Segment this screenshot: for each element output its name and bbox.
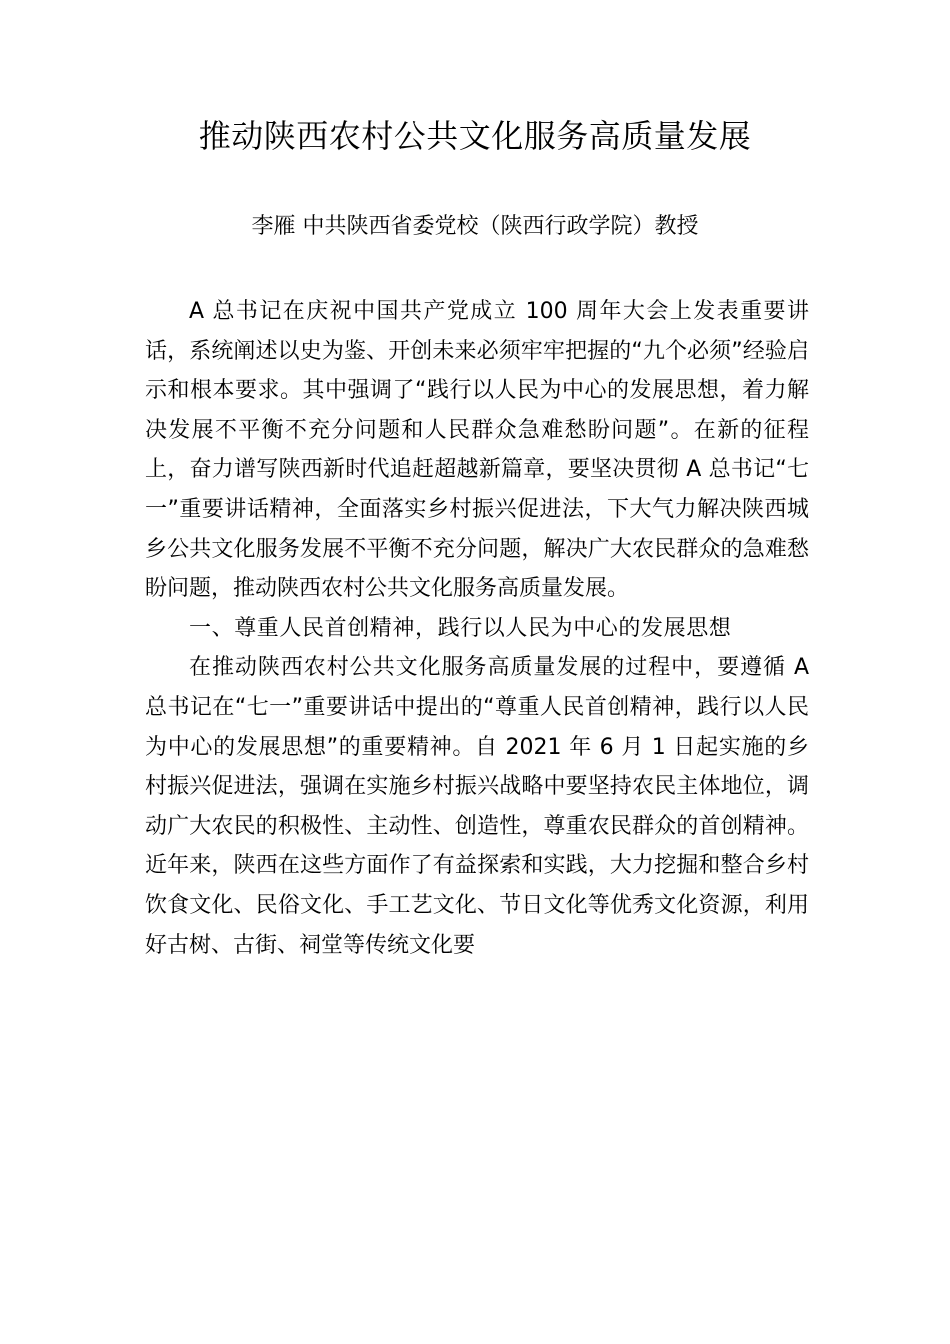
author-byline: 李雁 中共陕西省委党校（陕西行政学院）教授	[251, 214, 699, 239]
document-title: 推动陕西农村公共文化服务高质量发展	[198, 117, 752, 155]
paragraph-section-1: 在推动陕西农村公共文化服务高质量发展的过程中，要遵循 A 总书记在“七一”重要讲话中提出的“尊重人民首创精神，践行以人民为中心的发展思想”的重要精神。自 2021 年 6 月 1 日起实施的乡村振兴促进法，强调在实施乡村振兴战略中要坚持农民主体地位，调动广大农民的积极性、主动性、创造性，尊重农民群众的首创精神。近年来，陕西在这些方面作了有益探索和实践，大力挖掘和整合乡村饮食文化、民俗文化、手工艺文化、节日文化等优秀文化资源，利用好古树、古街、祠堂等传统文化要	[145, 655, 809, 958]
paragraph-intro: A 总书记在庆祝中国共产党成立 100 周年大会上发表重要讲话，系统阐述以史为鉴、开创未来必须牢牢把握的“九个必须”经验启示和根本要求。其中强调了“践行以人民为中心的发展思想，着力解决发展不平衡不充分问题和人民群众急难愁盼问题”。在新的征程上，奋力谱写陕西新时代追赶超越新篇章，要坚决贯彻 A 总书记“七一”重要讲话精神，全面落实乡村振兴促进法，下大气力解决陕西城乡公共文化服务发展不平衡不充分问题，解决广大农民群众的急难愁盼问题，推动陕西农村公共文化服务高质量发展。	[145, 299, 809, 602]
document-body	[145, 292, 809, 965]
section-heading-1: 一、尊重人民首创精神，践行以人民为中心的发展思想	[189, 615, 732, 641]
